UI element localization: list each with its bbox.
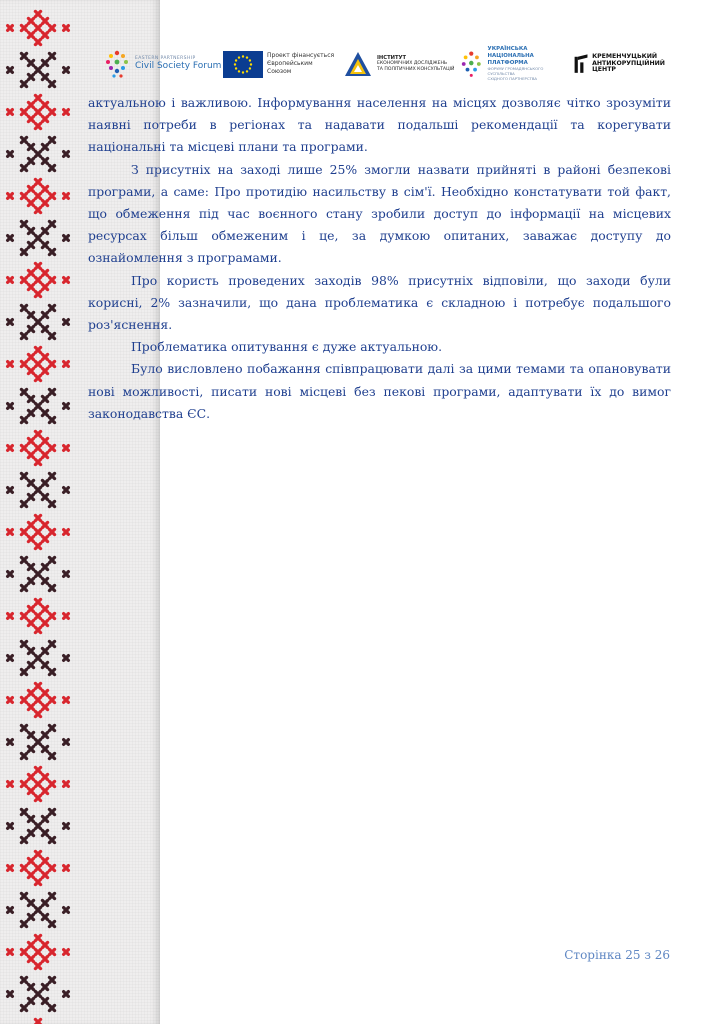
kac-mark-icon [573,51,589,77]
ier-text-line2: ЕКОНОМІЧНИХ ДОСЛІДЖЕНЬ [377,61,448,67]
paragraph-survey-relevance: Проблематика опитування є дуже актуальною. [131,339,443,355]
csf-small-text: EASTERN PARTNERSHIP [135,55,196,61]
eu-text-line2: Європейським Союзом [267,59,313,76]
paragraph-cooperation-wishes: Було висловлено побажання співпрацювати далі за цими темами та опановувати нові можливості, писати нові місцеві без пекові програми, адаптувати їх до вимог законодавства ЄС. [88,361,671,421]
eu-flag-icon [223,51,263,78]
csf-dots-icon [103,49,131,79]
kac-text-line1: КРЕМЕНЧУЦЬКИЙ [592,52,658,60]
unp-text-line4: СХІДНОГО ПАРТНЕРСТВА [487,75,538,81]
paragraph-event-usefulness: Про користь проведених заходів 98% присутніх відповіли, що заходи були корисні, 2% зазначили, що дана проблематика є складною і потребує подальшого роз'яснення. [88,272,671,333]
ier-logo [343,44,455,84]
ier-text-line3: ТА ПОЛІТИЧНИХ КОНСУЛЬТАЦІЙ [377,67,455,73]
ier-text-line1: ІНСТИТУТ [377,54,407,61]
anticorruption-center-logo [573,44,665,84]
unp-text-line3: ФОРУМУ ГРОМАДЯНСЬКОГО СУСПІЛЬСТВА [487,66,544,77]
eu-text-line1: Проект фінансується [267,51,335,59]
paragraph-security-programs: З присутніх на заході лише 25% змогли назвати прийняті в районі безпекові програми, а саме: Про протидію насильству в сім'ї. Необхідно констатувати той факт, що обмеження під час воєнного стану зробили доступ до інформації на місцевих ресурсах більш обмеженим і це, за думкою опитаних, заважає доступу до ознайомлення з програмами. [88,161,671,266]
ier-triangle-icon [343,50,373,78]
page-number: Сторінка 25 з 26 [564,948,670,962]
csf-big-text: Civil Society Forum [135,61,222,72]
unp-dots-icon [459,49,484,79]
eu-funding-logo [223,44,337,84]
unp-text-line1: УКРАЇНСЬКА [487,46,528,53]
kac-text-line2: АНТИКОРУПЦІЙНИЙ [592,59,665,67]
unp-text-line2: НАЦІОНАЛЬНА ПЛАТФОРМА [487,53,534,67]
paragraph-continued: актуальною і важливою. Інформування населення на місцях дозволяє чітко зрозуміти наявні потреби в регіонах та надавати подальші рекомендації та корегувати національні та місцеві плани та програми. [88,95,671,155]
partner-logos-header [95,44,665,84]
kac-text-line3: ЦЕНТР [592,66,616,74]
body-text [88,92,671,425]
national-platform-logo [459,44,571,84]
civil-society-forum-logo [103,44,223,84]
